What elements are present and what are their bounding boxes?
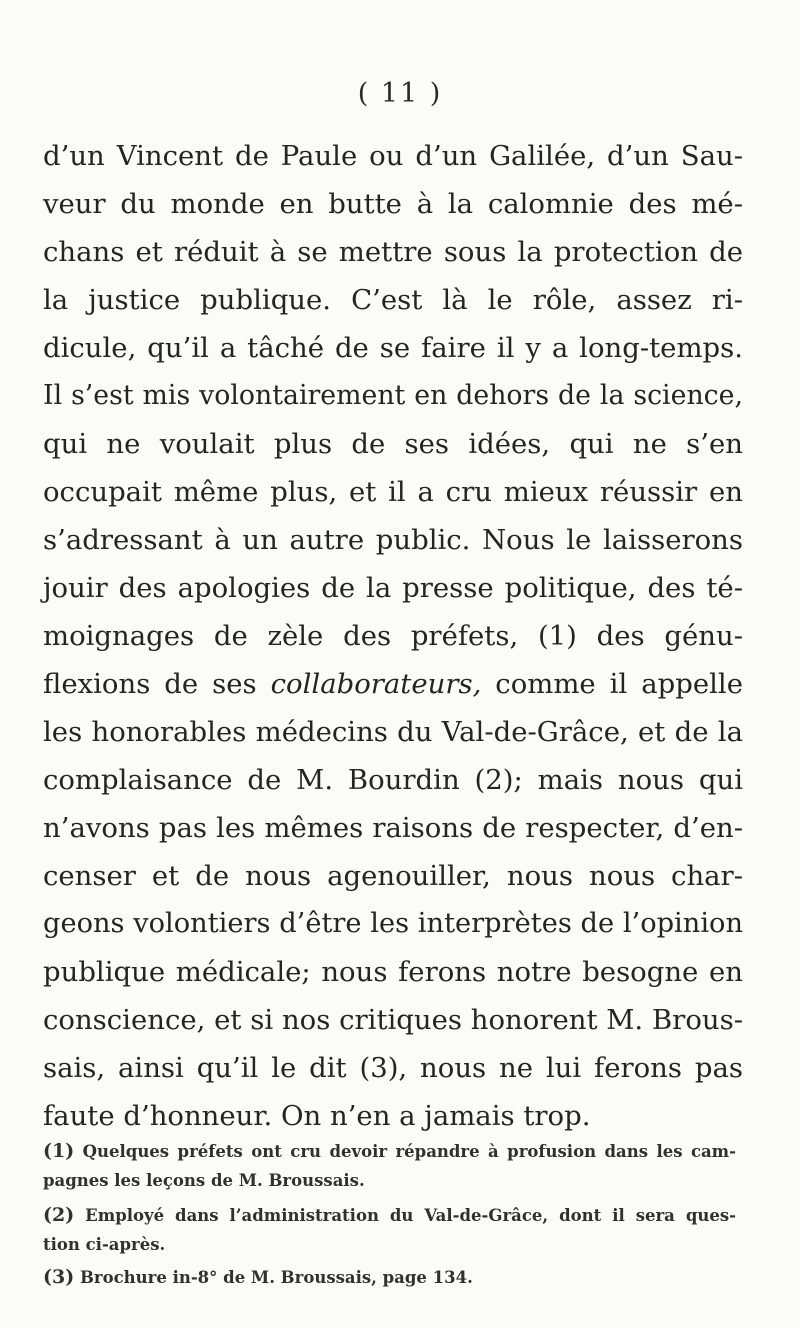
footnote-text: pagnes les leçons de M. Broussais. (43, 1171, 365, 1190)
page-number: ( 11 ) (357, 78, 443, 109)
footnote-3 (43, 1262, 736, 1292)
text-line: s’adressant à un autre public. Nous le laisserons (43, 524, 743, 556)
text-line: censer et de nous agenouiller, nous nous char- (43, 860, 743, 892)
footnote-1-continuation (43, 1166, 736, 1196)
text-line: complaisance de M. Bourdin (2); mais nous qui (43, 764, 743, 796)
text-line: publique médicale; nous ferons notre besogne en (43, 956, 743, 988)
text-line: occupait même plus, et il a cru mieux réussir en (43, 476, 743, 508)
text-line: Il s’est mis volontairement en dehors de la science, (43, 380, 743, 411)
text-segment: flexions de ses (43, 668, 271, 700)
footnote-text: Employé dans l’administration du Val-de-Grâce, dont il sera ques- (74, 1206, 736, 1225)
text-line: la justice publique. C’est là le rôle, assez ri- (43, 284, 743, 316)
footnote-2-continuation (43, 1230, 736, 1260)
footnote-text: tion ci-après. (43, 1235, 166, 1254)
footnote-2 (43, 1200, 736, 1230)
text-line: jouir des apologies de la presse politique, des té- (43, 572, 743, 604)
text-line: faute d’honneur. On n’en a jamais trop. (43, 1100, 591, 1132)
footnote-text: Brochure in-8° de M. Broussais, page 134. (74, 1268, 473, 1287)
text-line: les honorables médecins du Val-de-Grâce, et de la (43, 716, 743, 748)
footnote-marker: (2) (43, 1204, 75, 1226)
text-segment: comme il appelle (481, 668, 743, 700)
text-line: sais, ainsi qu’il le dit (3), nous ne lui ferons pas (43, 1052, 743, 1084)
text-line-with-italic (43, 660, 743, 708)
text-line: moignages de zèle des préfets, (1) des génu- (43, 620, 743, 652)
text-line: veur du monde en butte à la calomnie des mé- (43, 188, 743, 220)
text-line: conscience, et si nos critiques honorent M. Brous- (43, 1004, 743, 1036)
italic-word-collaborateurs: collaborateurs, (270, 668, 482, 700)
text-line: dicule, qu’il a tâché de se faire il y a long-temps. (43, 332, 743, 364)
footnote-marker: (1) (43, 1140, 75, 1162)
text-line: d’un Vincent de Paule ou d’un Galilée, d’un Sau- (43, 140, 743, 172)
text-line: n’avons pas les mêmes raisons de respecter, d’en- (43, 812, 743, 844)
footnote-1 (43, 1136, 736, 1166)
text-line: geons volontiers d’être les interprètes de l’opinion (43, 908, 743, 939)
text-line: qui ne voulait plus de ses idées, qui ne s’en (43, 428, 743, 460)
footnote-text: Quelques préfets ont cru devoir répandre à profusion dans les cam- (74, 1142, 736, 1161)
footnote-marker: (3) (43, 1266, 75, 1288)
text-line: chans et réduit à se mettre sous la protection de (43, 236, 743, 268)
